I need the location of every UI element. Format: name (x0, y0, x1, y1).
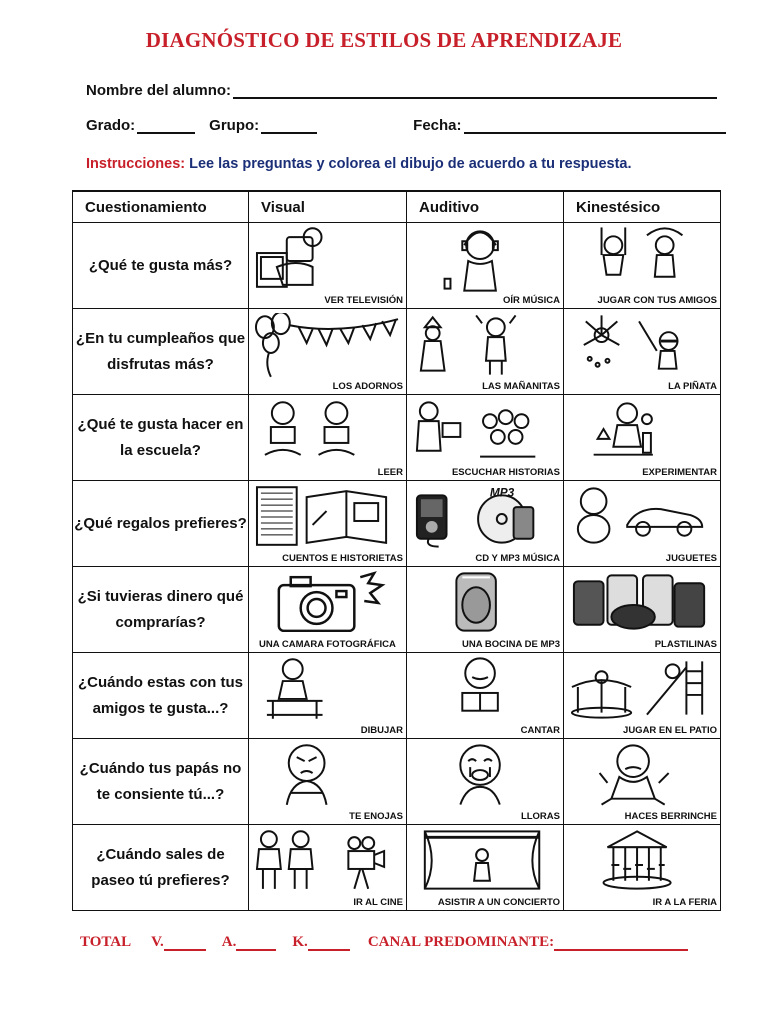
auditivo-caption: ESCUCHAR HISTORIAS (451, 467, 560, 478)
visual-caption: IR AL CINE (353, 897, 403, 908)
kinestesico-caption: HACES BERRINCHE (624, 811, 717, 822)
visual-option-cell[interactable] (249, 481, 407, 567)
experiment-icon[interactable] (568, 399, 716, 464)
grado-grupo-fecha-row (86, 117, 726, 134)
singing-children-icon[interactable] (411, 313, 559, 378)
auditivo-caption: LAS MAÑANITAS (482, 381, 560, 392)
grado-blank[interactable] (137, 118, 195, 134)
visual-total-label: V. (151, 934, 164, 950)
table-row (73, 223, 721, 309)
name-blank[interactable] (233, 83, 717, 99)
visual-total-blank[interactable] (164, 937, 206, 951)
auditivo-option-cell[interactable] (407, 481, 564, 567)
kinestesico-option-cell[interactable] (564, 481, 721, 567)
playing-friends-icon[interactable] (568, 227, 716, 292)
question-cell: ¿Qué te gusta más? (73, 223, 249, 309)
balloons-banner-icon[interactable] (253, 313, 402, 378)
kinestesico-option-cell[interactable] (564, 309, 721, 395)
grupo-blank[interactable] (261, 118, 317, 134)
play-doh-icon[interactable] (568, 571, 716, 636)
speaker-icon[interactable] (411, 571, 559, 636)
auditivo-option-cell[interactable] (407, 739, 564, 825)
table-row (73, 739, 721, 825)
singing-child-icon[interactable] (411, 657, 559, 722)
visual-option-cell[interactable] (249, 739, 407, 825)
page-title: DIAGNÓSTICO DE ESTILOS DE APRENDIZAJE (145, 28, 623, 52)
kinestesico-total-blank[interactable] (308, 937, 350, 951)
canal-predominante-blank[interactable] (554, 937, 688, 951)
kinestesico-option-cell[interactable] (564, 825, 721, 911)
table-row (73, 395, 721, 481)
header-cuestionamiento: Cuestionamiento (73, 191, 249, 223)
crying-child-icon[interactable] (411, 743, 559, 808)
carousel-icon[interactable] (568, 829, 716, 894)
table-row (73, 825, 721, 911)
kinestesico-caption: JUGUETES (665, 553, 717, 564)
instructions (86, 156, 632, 172)
visual-caption: DIBUJAR (360, 725, 403, 736)
listening-group-icon[interactable] (411, 399, 559, 464)
name-field-row (86, 82, 717, 99)
grado-label: Grado: (86, 117, 136, 134)
angry-child-icon[interactable] (253, 743, 402, 808)
auditivo-option-cell[interactable] (407, 309, 564, 395)
question-cell: ¿Cuándo tus papás no te consiente tú...? (73, 739, 249, 825)
auditivo-option-cell[interactable] (407, 567, 564, 653)
question-cell: ¿Cuándo sales de paseo tú prefieres? (73, 825, 249, 911)
kinestesico-option-cell[interactable] (564, 395, 721, 481)
learning-styles-table (72, 190, 721, 911)
headphones-child-icon[interactable] (411, 227, 559, 292)
concert-stage-icon[interactable] (411, 829, 559, 894)
auditivo-caption: LLORAS (520, 811, 560, 822)
tv-drawing-icon[interactable] (253, 227, 402, 292)
kinestesico-caption: JUGAR CON TUS AMIGOS (597, 295, 717, 306)
name-label: Nombre del alumno: (86, 82, 232, 99)
header-kinestesico: Kinestésico (564, 191, 721, 223)
fecha-label: Fecha: (413, 117, 462, 134)
kinestesico-option-cell[interactable] (564, 223, 721, 309)
visual-option-cell[interactable] (249, 825, 407, 911)
fecha-blank[interactable] (464, 118, 726, 134)
auditivo-caption: CD Y MP3 MÚSICA (475, 553, 560, 564)
table-row (73, 309, 721, 395)
kinestesico-caption: EXPERIMENTAR (642, 467, 717, 478)
visual-caption: LOS ADORNOS (332, 381, 403, 392)
pinata-icon[interactable] (568, 313, 716, 378)
toys-icon[interactable] (568, 485, 716, 550)
reading-children-icon[interactable] (253, 399, 402, 464)
instructions-text: Lee las preguntas y colorea el dibujo de acuerdo a tu respuesta. (189, 156, 632, 172)
header-visual: Visual (249, 191, 407, 223)
cinema-icon[interactable] (253, 829, 402, 894)
auditivo-option-cell[interactable] (407, 653, 564, 739)
kinestesico-caption: PLASTILINAS (654, 639, 717, 650)
kinestesico-total-label: K. (292, 934, 308, 950)
visual-caption: VER TELEVISIÓN (324, 295, 403, 306)
total-label: TOTAL (80, 934, 132, 950)
books-comics-icon[interactable] (253, 485, 402, 550)
auditivo-total-label: A. (221, 934, 237, 950)
table-header-row (73, 191, 721, 223)
tantrum-child-icon[interactable] (568, 743, 716, 808)
auditivo-option-cell[interactable] (407, 223, 564, 309)
auditivo-caption: CANTAR (520, 725, 560, 736)
mp3-badge: MP3 (489, 485, 515, 500)
header-auditivo: Auditivo (407, 191, 564, 223)
visual-option-cell[interactable] (249, 653, 407, 739)
question-cell: ¿Qué regalos prefieres? (73, 481, 249, 567)
visual-caption: TE ENOJAS (349, 811, 403, 822)
auditivo-caption: OÍR MÚSICA (503, 295, 560, 306)
table-row (73, 481, 721, 567)
visual-caption: LEER (377, 467, 403, 478)
kinestesico-caption: LA PIÑATA (668, 381, 717, 392)
visual-option-cell[interactable] (249, 567, 407, 653)
table-row (73, 653, 721, 739)
visual-caption: CUENTOS E HISTORIETAS (282, 553, 403, 564)
kinestesico-option-cell[interactable] (564, 653, 721, 739)
kinestesico-option-cell[interactable] (564, 567, 721, 653)
auditivo-option-cell[interactable] (407, 825, 564, 911)
auditivo-caption: ASISTIR A UN CONCIERTO (437, 897, 560, 908)
question-cell: ¿Cuándo estas con tus amigos te gusta...? (73, 653, 249, 739)
playground-icon[interactable] (568, 657, 716, 722)
question-cell: ¿Qué te gusta hacer en la escuela? (73, 395, 249, 481)
visual-option-cell[interactable] (249, 309, 407, 395)
grupo-label: Grupo: (209, 117, 260, 134)
cd-mp3-icon[interactable] (411, 485, 559, 550)
table-row (73, 567, 721, 653)
drawing-child-icon[interactable] (253, 657, 402, 722)
auditivo-caption: UNA BOCINA DE MP3 (462, 639, 560, 650)
kinestesico-option-cell[interactable] (564, 739, 721, 825)
question-cell: ¿En tu cumpleaños que disfrutas más? (73, 309, 249, 395)
camera-icon[interactable] (253, 571, 402, 636)
auditivo-option-cell[interactable] (407, 395, 564, 481)
visual-option-cell[interactable] (249, 395, 407, 481)
visual-caption: UNA CAMARA FOTOGRÁFICA (259, 639, 396, 650)
question-cell: ¿Si tuvieras dinero qué comprarías? (73, 567, 249, 653)
visual-option-cell[interactable] (249, 223, 407, 309)
canal-predominante-label: CANAL PREDOMINANTE: (367, 934, 555, 950)
totals-row (80, 934, 688, 951)
auditivo-total-blank[interactable] (236, 937, 276, 951)
kinestesico-caption: JUGAR EN EL PATIO (623, 725, 717, 736)
kinestesico-caption: IR A LA FERIA (652, 897, 717, 908)
instructions-label: Instrucciones: (86, 156, 186, 172)
